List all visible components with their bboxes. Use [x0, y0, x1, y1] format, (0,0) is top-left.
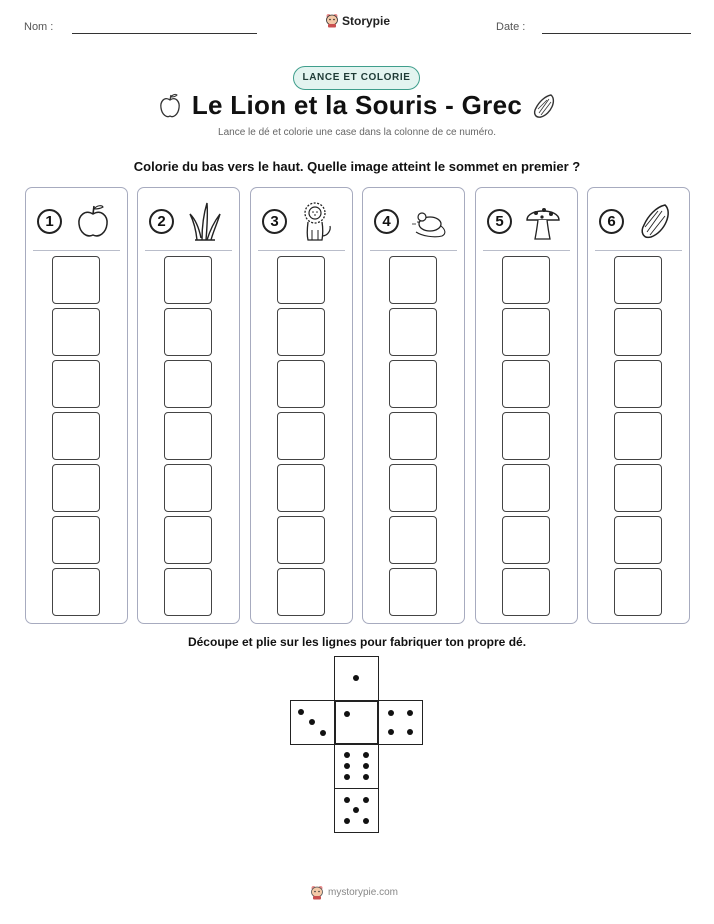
date-label: Date : — [496, 21, 526, 33]
pip — [344, 752, 350, 758]
pip — [363, 797, 369, 803]
die-face-four — [378, 700, 423, 745]
column-number: 6 — [599, 209, 624, 234]
color-cell[interactable] — [164, 464, 212, 512]
mouse-icon — [410, 200, 450, 242]
color-cell[interactable] — [52, 516, 100, 564]
pip — [298, 709, 304, 715]
color-cell[interactable] — [389, 412, 437, 460]
lion-icon — [298, 200, 338, 242]
color-cell[interactable] — [502, 516, 550, 564]
column-divider — [595, 250, 682, 251]
column-divider — [258, 250, 345, 251]
color-cell[interactable] — [502, 308, 550, 356]
column-4 — [362, 187, 465, 624]
color-cell[interactable] — [277, 308, 325, 356]
mushroom-icon — [523, 200, 563, 242]
footer-url[interactable]: mystorypie.com — [328, 887, 399, 898]
footer — [310, 885, 398, 900]
column-divider — [483, 250, 570, 251]
color-cell[interactable] — [277, 568, 325, 616]
color-cell[interactable] — [164, 568, 212, 616]
grass-icon — [185, 200, 225, 242]
color-cell[interactable] — [389, 308, 437, 356]
color-cell[interactable] — [389, 256, 437, 304]
color-cell[interactable] — [389, 464, 437, 512]
color-cell[interactable] — [277, 360, 325, 408]
brand-name: Storypie — [342, 13, 391, 28]
color-cell[interactable] — [164, 412, 212, 460]
color-cell[interactable] — [164, 308, 212, 356]
column-number: 2 — [149, 209, 174, 234]
page-title: Le Lion et la Souris - Grec — [191, 90, 523, 120]
color-cell[interactable] — [614, 256, 662, 304]
color-cell[interactable] — [52, 256, 100, 304]
color-cell[interactable] — [614, 308, 662, 356]
color-cell[interactable] — [614, 464, 662, 512]
pip — [407, 729, 413, 735]
color-cell[interactable] — [277, 464, 325, 512]
column-number: 1 — [37, 209, 62, 234]
color-cell[interactable] — [52, 360, 100, 408]
color-cell[interactable] — [389, 568, 437, 616]
color-cell[interactable] — [502, 360, 550, 408]
color-cell[interactable] — [614, 412, 662, 460]
column-divider — [145, 250, 232, 251]
almond-title-icon — [531, 92, 557, 120]
storypie-mascot-icon — [310, 885, 324, 900]
pip — [353, 807, 359, 813]
color-cell[interactable] — [277, 412, 325, 460]
pip — [344, 818, 350, 824]
die-face-six — [334, 744, 379, 789]
pip — [344, 774, 350, 780]
color-cell[interactable] — [164, 256, 212, 304]
page-subtitle: Lance le dé et colorie une case dans la colonne de ce numéro. — [218, 127, 496, 138]
color-cell[interactable] — [502, 412, 550, 460]
color-cell[interactable] — [389, 360, 437, 408]
column-5 — [475, 187, 578, 624]
column-3 — [250, 187, 353, 624]
pip — [407, 710, 413, 716]
die-face-five — [334, 788, 379, 833]
column-2 — [137, 187, 240, 624]
column-6 — [587, 187, 690, 624]
column-number: 4 — [374, 209, 399, 234]
color-cell[interactable] — [502, 568, 550, 616]
pip — [344, 797, 350, 803]
color-cell[interactable] — [277, 256, 325, 304]
column-divider — [33, 250, 120, 251]
color-cell[interactable] — [164, 360, 212, 408]
instruction-text: Colorie du bas vers le haut. Quelle image atteint le sommet en premier ? — [133, 159, 581, 174]
column-number: 3 — [262, 209, 287, 234]
almond-icon — [635, 200, 675, 242]
color-cell[interactable] — [389, 516, 437, 564]
pip — [363, 763, 369, 769]
pip — [363, 818, 369, 824]
die-face-one — [334, 656, 379, 701]
name-line — [72, 33, 257, 34]
color-cell[interactable] — [52, 308, 100, 356]
apple-icon — [73, 200, 113, 242]
color-cell[interactable] — [52, 412, 100, 460]
storypie-mascot-icon — [325, 13, 339, 28]
color-cell[interactable] — [614, 360, 662, 408]
pip — [344, 763, 350, 769]
color-cell[interactable] — [614, 568, 662, 616]
color-cell[interactable] — [277, 516, 325, 564]
pip — [363, 752, 369, 758]
pip — [320, 730, 326, 736]
pip — [388, 729, 394, 735]
die-face-one-center — [334, 700, 379, 745]
color-cell[interactable] — [502, 256, 550, 304]
pip — [309, 719, 315, 725]
date-line — [542, 33, 691, 34]
column-number: 5 — [487, 209, 512, 234]
color-cell[interactable] — [52, 464, 100, 512]
cut-instruction: Découpe et plie sur les lignes pour fabriquer ton propre dé. — [187, 635, 527, 649]
column-divider — [370, 250, 457, 251]
color-cell[interactable] — [614, 516, 662, 564]
color-cell[interactable] — [502, 464, 550, 512]
pip — [388, 710, 394, 716]
pip — [363, 774, 369, 780]
pip — [353, 675, 359, 681]
activity-badge: LANCE ET COLORIE — [293, 66, 420, 90]
color-cell[interactable] — [52, 568, 100, 616]
die-face-three — [290, 700, 335, 745]
name-label: Nom : — [24, 21, 54, 33]
brand-logo — [325, 13, 390, 28]
pip — [344, 711, 350, 717]
column-1 — [25, 187, 128, 624]
color-cell[interactable] — [164, 516, 212, 564]
